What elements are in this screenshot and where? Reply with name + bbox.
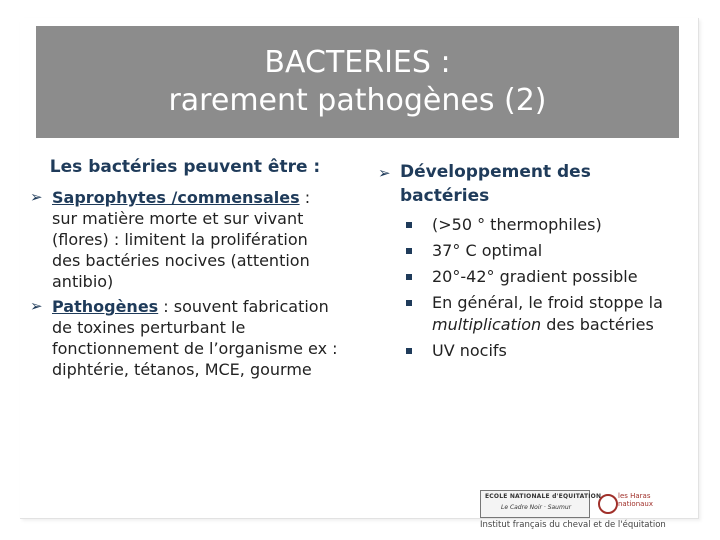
square-bullet-icon [406,248,412,254]
haras-emblem-icon [598,494,618,514]
left-intro: Les bactéries peuvent être : [49,157,321,177]
left-column [26,156,340,384]
list-item-saprophytes [26,187,340,292]
haras-line-2: nationaux [618,500,654,508]
emphasis-multiplication: multiplication [432,315,542,334]
right-heading-text: Développement des bactéries [400,162,591,206]
list-item [406,214,684,236]
arrow-bullet-icon: ➢ [30,297,43,315]
list-item [406,266,684,288]
title-box [36,26,679,138]
square-bullet-icon [406,348,412,354]
logo-area [480,490,670,532]
square-bullet-icon [406,222,412,228]
list-item [406,340,684,362]
list-item-text: UV nocifs [432,341,507,360]
right-column [374,160,684,366]
title-line-1: BACTERIES : [264,45,451,80]
title-line-2: rarement pathogènes (2) [168,83,547,118]
list-item-text: des bactéries [541,315,654,334]
keyword-saprophytes: Saprophytes /commensales [52,188,300,207]
square-bullet-icon [406,300,412,306]
list-item-text: 37° C optimal [432,241,543,260]
text-saprophytes: : sur matière morte et sur vivant (flores) : limitent la prolifération des bactéries nocives (attention antibio) [52,188,311,291]
right-heading [374,160,684,208]
list-item-text: En général, le froid stoppe la [432,293,663,312]
institute-footer: Institut français du cheval et de l'équitation [480,520,666,530]
square-bullet-icon [406,274,412,280]
development-list [374,214,684,362]
haras-line-1: les Haras [618,492,651,500]
list-item-pathogenes [26,296,340,380]
haras-logo-text [618,492,653,508]
list-item-text: (>50 ° thermophiles) [432,215,602,234]
arrow-bullet-icon: ➢ [30,188,43,206]
ecole-logo [480,490,602,518]
text-pathogenes: : souvent fabrication de toxines perturbant le fonctionnement de l’organisme ex : diphtérie, tétanos, MCE, gourme [52,297,338,379]
ecole-logo-sub: Le Cadre Noir · Saumur [501,504,572,511]
list-item-text: 20°-42° gradient possible [432,267,638,286]
keyword-pathogenes: Pathogènes [52,297,159,316]
list-item [406,240,684,262]
list-item [406,292,684,336]
arrow-bullet-icon: ➢ [378,164,391,182]
ecole-logo-name: ECOLE NATIONALE d'EQUITATION [485,493,602,500]
